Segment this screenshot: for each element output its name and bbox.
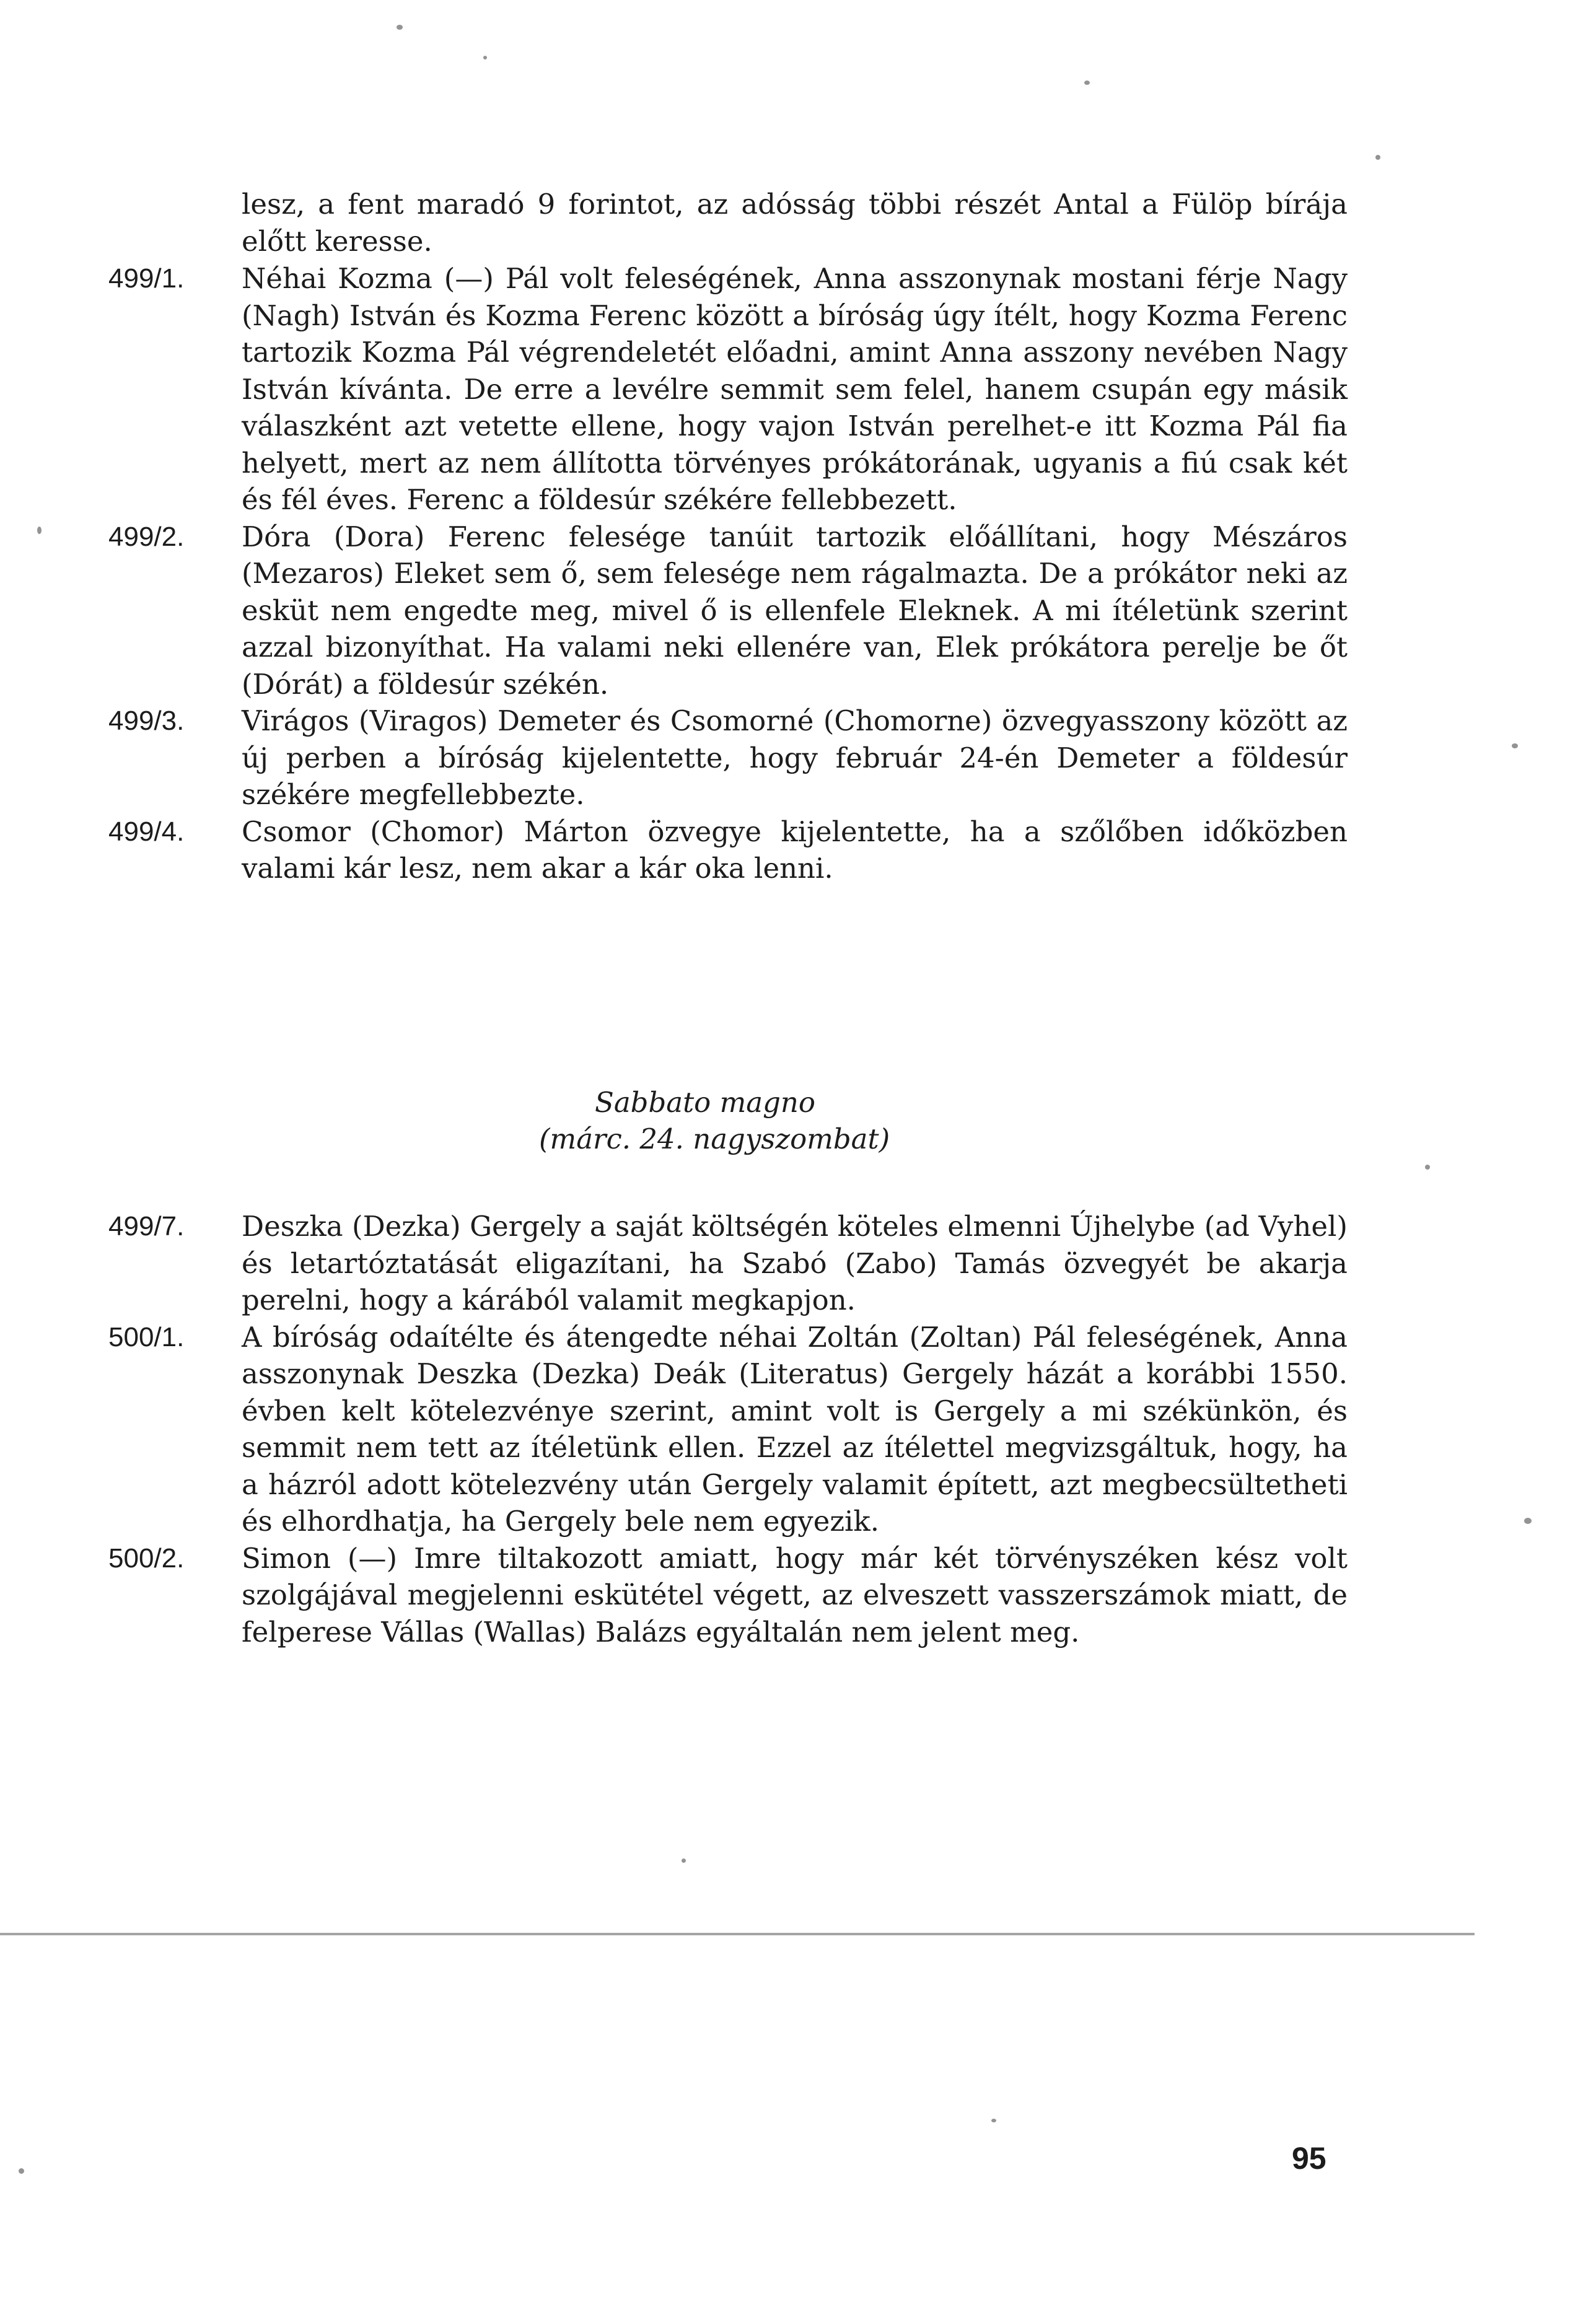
- heading-line2: (márc. 24. nagyszombat): [539, 1123, 890, 1155]
- scan-noise: [483, 56, 487, 59]
- continuation-paragraph: [108, 186, 1348, 260]
- scan-noise: [19, 2168, 24, 2174]
- entry-text: Dóra (Dora) Ferenc felesége tanúit tartozik előállítani, hogy Mészáros (Mezaros) Eleket sem ő, sem felesége nem rágalmazta. De a prókátor neki az esküt nem engedte meg, mivel ő is ellenfele Eleknek. A mi ítéletünk szerint azzal bizonyíthat. Ha valami neki ellenére van, Elek prókátora perelje be őt (Dórát) a földesúr székén.: [242, 520, 1348, 701]
- entry-text: Néhai Kozma (—) Pál volt feleségének, Anna asszonynak mostani férje Nagy (Nagh) István és Kozma Ferenc között a bíróság úgy ítélt, hogy Kozma Ferenc tartozik Kozma Pál végrendeletét előadni, amint Anna asszony nevében Nagy István kívánta. De erre a levélre semmit sem felel, hanem csupán egy másik válaszként azt vetette ellene, hogy vajon István perelhet-e itt Kozma Pál fia helyett, mert az nem állította törvényes prókátorának, ugyanis a fiú csak két és fél éves. Ferenc a földesúr székére fellebbezett.: [242, 262, 1348, 516]
- entry-number: 499/1.: [108, 263, 185, 294]
- scan-noise: [682, 1858, 686, 1863]
- scan-noise: [1425, 1165, 1430, 1170]
- entry-number: 500/1.: [108, 1321, 185, 1352]
- entry-number: 499/4.: [108, 816, 185, 847]
- list-item: [108, 813, 1348, 887]
- list-item: [108, 260, 1348, 519]
- entry-number: 499/7.: [108, 1211, 185, 1241]
- scan-artifact-line: [0, 1933, 1475, 1935]
- list-item: [108, 1319, 1348, 1540]
- entry-text: Simon (—) Imre tiltakozott amiatt, hogy már két törvényszéken kész volt szolgájával megjelenni eskütétel végett, az elveszett vasszerszámok miatt, de felperese Vállas (Wallas) Balázs egyáltalán nem jelent meg.: [242, 1541, 1348, 1648]
- entry-text: A bíróság odaítélte és átengedte néhai Zoltán (Zoltan) Pál feleségének, Anna asszonynak Deszka (Dezka) Deák (Literatus) Gergely házát a korábbi 1550. évben kelt kötelezvénye szerint, amint volt is Gergely a mi székünkön, és semmit nem tett az ítéletünk ellen. Ezzel az ítélettel megvizsgáltuk, hogy, ha a házról adott kötelezvény után Gergely valamit épített, azt megbecsültetheti és elhordhatja, ha Gergely bele nem egyezik.: [242, 1320, 1348, 1538]
- entry-text: Csomor (Chomor) Márton özvegye kijelentette, ha a szőlőben időközben valami kár lesz, nem akar a kár oka lenni.: [242, 815, 1348, 885]
- list-item: [108, 703, 1348, 813]
- continuation-block: [108, 186, 1348, 260]
- entry-number: 499/3.: [108, 706, 185, 736]
- scan-noise: [1375, 155, 1380, 160]
- page-number: 95: [1292, 2141, 1326, 2176]
- continuation-text: lesz, a fent maradó 9 forintot, az adósság többi részét Antal a Fülöp bírája előtt keresse.: [242, 188, 1348, 258]
- scan-noise: [37, 527, 42, 534]
- scan-noise: [397, 25, 403, 30]
- scan-noise: [991, 2119, 996, 2122]
- entry-number: 499/2.: [108, 521, 185, 552]
- entries-part2: [108, 1208, 1348, 1650]
- entries-part1: [108, 260, 1348, 887]
- entry-text: Virágos (Viragos) Demeter és Csomorné (Chomorne) özvegyasszony között az új perben a bíróság kijelentette, hogy február 24-én Demeter a földesúr székére megfellebbezte.: [242, 704, 1348, 811]
- list-item: [108, 519, 1348, 703]
- scan-noise: [1524, 1518, 1532, 1524]
- heading-line1: Sabbato magno: [595, 1086, 815, 1119]
- scan-noise: [1084, 81, 1090, 85]
- entry-text: Deszka (Dezka) Gergely a saját költségén köteles elmenni Újhelybe (ad Vyhel) és letartóztatását eligazítani, ha Szabó (Zabo) Tamás özvegyét be akarja perelni, hogy a kárából valamit megkapjon.: [242, 1210, 1348, 1316]
- list-item: [108, 1208, 1348, 1319]
- list-item: [108, 1540, 1348, 1651]
- scan-noise: [1512, 743, 1518, 748]
- entry-number: 500/2.: [108, 1543, 185, 1574]
- section-heading: [533, 1084, 1028, 1157]
